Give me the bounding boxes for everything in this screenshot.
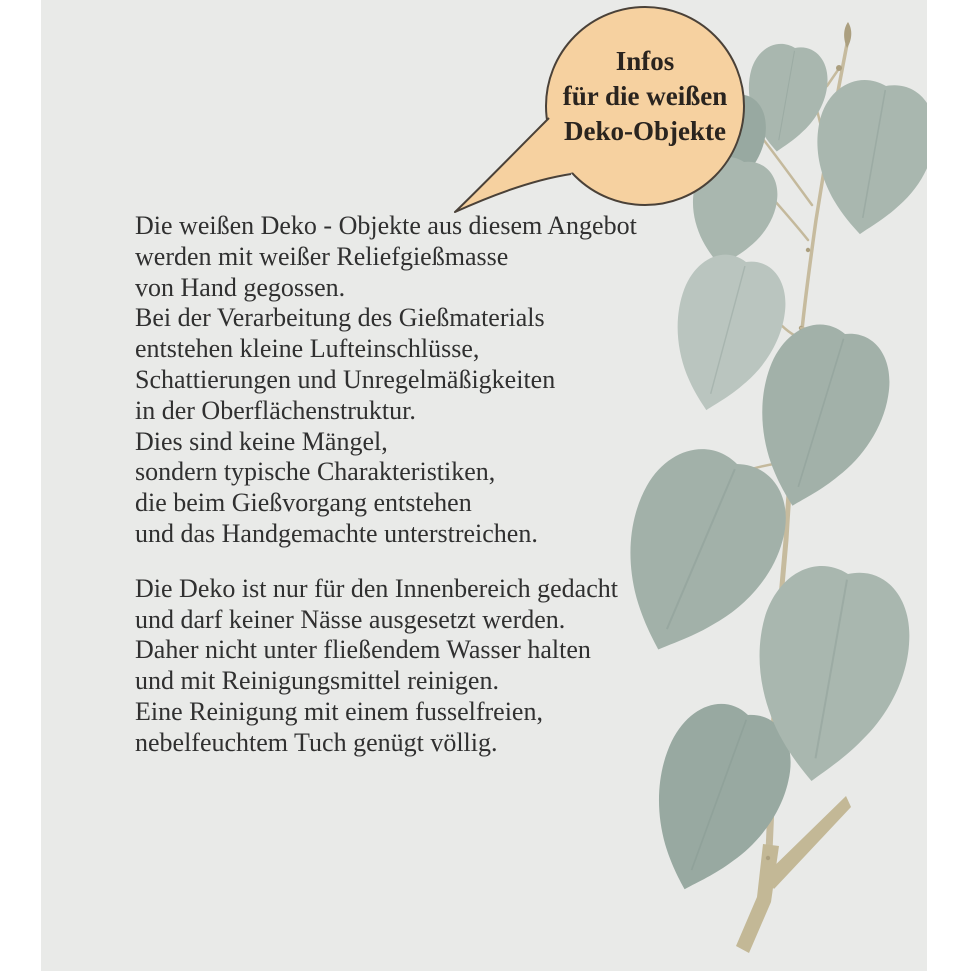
text-line: Daher nicht unter fließendem Wasser halten — [135, 635, 591, 665]
product-info-text — [135, 211, 637, 759]
paragraph-casting-info — [135, 211, 637, 550]
speech-bubble-line: Infos — [615, 46, 675, 76]
branch-bud-icon — [844, 22, 851, 48]
text-line: Bei der Verarbeitung des Gießmaterials — [135, 303, 545, 333]
text-line: werden mit weißer Reliefgießmasse — [135, 241, 509, 271]
speech-bubble-text — [535, 44, 755, 149]
text-line: nebelfeuchtem Tuch genügt völlig. — [135, 727, 498, 757]
branch-lower — [736, 844, 779, 953]
text-line: und darf keiner Nässe ausgesetzt werden. — [135, 604, 566, 634]
speech-bubble-line: Deko-Objekte — [564, 116, 726, 146]
text-line: von Hand gegossen. — [135, 272, 346, 302]
text-line: sondern typische Charakteristiken, — [135, 457, 496, 487]
text-line: Eine Reinigung mit einem fusselfreien, — [135, 696, 543, 726]
paragraph-care-info — [135, 574, 637, 759]
text-line: die beim Gießvorgang entstehen — [135, 488, 472, 518]
text-line: Die Deko ist nur für den Innenbereich gedacht — [135, 573, 618, 603]
speech-bubble-line: für die weißen — [562, 81, 728, 111]
info-panel — [41, 0, 927, 971]
text-line: und das Handgemachte unterstreichen. — [135, 518, 538, 548]
text-line: Die weißen Deko - Objekte aus diesem Angebot — [135, 211, 637, 240]
text-line: Dies sind keine Mängel, — [135, 426, 388, 456]
text-line: und mit Reinigungsmittel reinigen. — [135, 666, 499, 696]
text-line: in der Oberflächenstruktur. — [135, 395, 416, 425]
text-line: entstehen kleine Lufteinschlüsse, — [135, 334, 480, 364]
text-line: Schattierungen und Unregelmäßigkeiten — [135, 364, 556, 394]
